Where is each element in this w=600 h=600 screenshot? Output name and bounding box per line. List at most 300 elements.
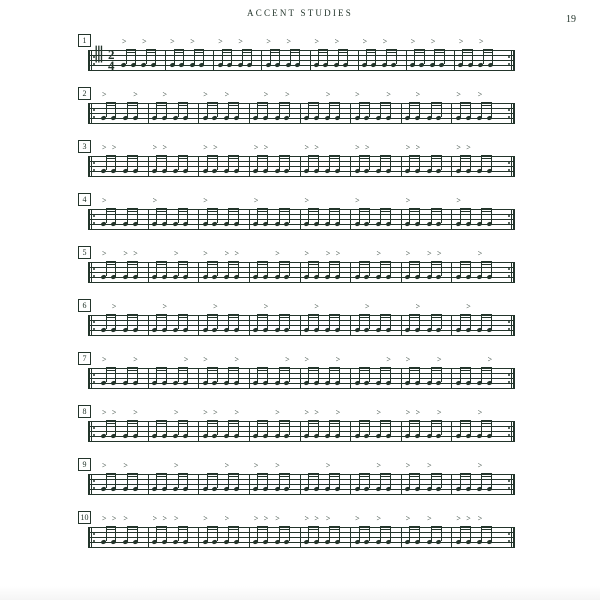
note-stem bbox=[329, 526, 330, 541]
note-head bbox=[354, 274, 360, 279]
note-stem bbox=[228, 102, 229, 117]
note-stem bbox=[106, 526, 107, 541]
note-stem bbox=[207, 367, 208, 382]
beam bbox=[481, 208, 491, 210]
note-head bbox=[161, 168, 167, 173]
accent-mark bbox=[416, 144, 421, 152]
note-stem bbox=[318, 155, 319, 170]
accent-mark bbox=[314, 515, 319, 523]
note-stem bbox=[308, 155, 309, 170]
beam-secondary bbox=[207, 317, 217, 318]
note-head bbox=[405, 539, 411, 544]
accent-mark bbox=[254, 144, 259, 152]
note-stem bbox=[380, 367, 381, 382]
note-stem bbox=[329, 261, 330, 276]
note-head bbox=[233, 274, 239, 279]
beam bbox=[481, 420, 491, 422]
beam bbox=[460, 208, 470, 210]
beam-secondary bbox=[329, 105, 339, 106]
accent-mark bbox=[234, 356, 239, 364]
note-stem bbox=[431, 473, 432, 488]
beam-secondary bbox=[106, 317, 116, 318]
note-stem bbox=[359, 261, 360, 276]
note-stem bbox=[380, 208, 381, 223]
note-head bbox=[477, 380, 483, 385]
beam bbox=[156, 367, 166, 369]
note-head bbox=[161, 274, 167, 279]
beam-secondary bbox=[156, 529, 166, 530]
barline bbox=[401, 474, 402, 495]
barline bbox=[300, 103, 301, 124]
barline bbox=[310, 50, 311, 71]
beam-secondary bbox=[156, 211, 166, 212]
note-stem bbox=[462, 49, 463, 64]
note-head bbox=[198, 62, 204, 67]
beam bbox=[156, 314, 166, 316]
note-stem bbox=[279, 367, 280, 382]
beam bbox=[106, 314, 116, 316]
note-stem bbox=[228, 473, 229, 488]
repeat-start-barline bbox=[88, 156, 93, 177]
note-head bbox=[224, 327, 230, 332]
beam-secondary bbox=[290, 52, 299, 53]
note-stem bbox=[441, 314, 442, 329]
note-head bbox=[152, 380, 158, 385]
barline bbox=[148, 421, 149, 442]
beam-secondary bbox=[207, 423, 217, 424]
barline bbox=[451, 315, 452, 336]
note-stem bbox=[380, 102, 381, 117]
accent-mark bbox=[466, 515, 471, 523]
note-stem bbox=[187, 314, 188, 329]
barline bbox=[358, 50, 359, 71]
staff bbox=[88, 43, 515, 73]
note-stem bbox=[137, 367, 138, 382]
beam-secondary bbox=[380, 476, 390, 477]
accent-mark bbox=[254, 197, 259, 205]
beam-secondary bbox=[279, 211, 289, 212]
beam bbox=[366, 49, 375, 51]
beam bbox=[409, 473, 419, 475]
note-head bbox=[263, 433, 269, 438]
note-stem bbox=[327, 49, 328, 64]
note-stem bbox=[460, 367, 461, 382]
note-stem bbox=[434, 49, 435, 64]
accent-mark bbox=[314, 409, 319, 417]
note-head bbox=[122, 539, 128, 544]
accent-mark bbox=[153, 197, 158, 205]
note-head bbox=[313, 327, 319, 332]
beam-secondary bbox=[228, 317, 238, 318]
beam-secondary bbox=[483, 52, 492, 53]
note-head bbox=[335, 168, 341, 173]
staff-line bbox=[88, 70, 515, 71]
note-head bbox=[189, 62, 195, 67]
accent-mark bbox=[174, 515, 179, 523]
beam-secondary bbox=[481, 158, 491, 159]
beam-secondary bbox=[156, 423, 166, 424]
beam bbox=[409, 208, 419, 210]
beam-secondary bbox=[380, 158, 390, 159]
note-stem bbox=[289, 526, 290, 541]
barline bbox=[249, 474, 250, 495]
barline bbox=[249, 527, 250, 548]
note-stem bbox=[228, 155, 229, 170]
note-stem bbox=[183, 49, 184, 64]
note-head bbox=[233, 168, 239, 173]
beam-secondary bbox=[127, 423, 137, 424]
accent-mark bbox=[406, 250, 411, 258]
note-stem bbox=[481, 155, 482, 170]
beam bbox=[127, 473, 137, 475]
beam-secondary bbox=[431, 317, 441, 318]
accent-mark bbox=[363, 38, 368, 46]
note-stem bbox=[238, 367, 239, 382]
note-head bbox=[224, 274, 230, 279]
note-stem bbox=[339, 261, 340, 276]
note-stem bbox=[481, 261, 482, 276]
note-stem bbox=[238, 261, 239, 276]
note-stem bbox=[441, 261, 442, 276]
note-stem bbox=[419, 473, 420, 488]
staff bbox=[88, 156, 515, 178]
note-head bbox=[375, 327, 381, 332]
note-stem bbox=[242, 49, 243, 64]
note-head bbox=[465, 380, 471, 385]
note-stem bbox=[257, 102, 258, 117]
barline bbox=[350, 315, 351, 336]
note-head bbox=[415, 221, 421, 226]
beam bbox=[178, 102, 188, 104]
note-stem bbox=[289, 314, 290, 329]
beam-secondary bbox=[409, 105, 419, 106]
repeat-start-barline bbox=[88, 421, 93, 442]
barline bbox=[198, 156, 199, 177]
note-head bbox=[152, 168, 158, 173]
barline bbox=[401, 262, 402, 283]
note-head bbox=[405, 168, 411, 173]
beam bbox=[279, 155, 289, 157]
note-stem bbox=[359, 102, 360, 117]
accent-mark bbox=[275, 462, 280, 470]
note-head bbox=[274, 327, 280, 332]
beam bbox=[359, 261, 369, 263]
beam-secondary bbox=[178, 264, 188, 265]
beam-secondary bbox=[156, 158, 166, 159]
note-stem bbox=[217, 314, 218, 329]
note-stem bbox=[481, 367, 482, 382]
beam-secondary bbox=[127, 211, 137, 212]
note-stem bbox=[318, 367, 319, 382]
beam bbox=[228, 261, 238, 263]
note-stem bbox=[194, 49, 195, 64]
beam bbox=[409, 261, 419, 263]
beam-secondary bbox=[481, 317, 491, 318]
beam bbox=[279, 261, 289, 263]
note-stem bbox=[127, 473, 128, 488]
note-head bbox=[405, 433, 411, 438]
note-head bbox=[161, 539, 167, 544]
accent-mark bbox=[427, 250, 432, 258]
music-system bbox=[0, 511, 600, 564]
note-stem bbox=[329, 155, 330, 170]
beam-secondary bbox=[359, 158, 369, 159]
accent-mark bbox=[377, 515, 382, 523]
note-stem bbox=[390, 155, 391, 170]
beam bbox=[386, 49, 395, 51]
note-head bbox=[263, 327, 269, 332]
barline bbox=[249, 156, 250, 177]
beam bbox=[481, 526, 491, 528]
accent-mark bbox=[153, 144, 158, 152]
beam-secondary bbox=[279, 105, 289, 106]
barline bbox=[454, 50, 455, 71]
note-stem bbox=[156, 526, 157, 541]
note-stem bbox=[472, 49, 473, 64]
note-head bbox=[354, 486, 360, 491]
note-stem bbox=[289, 420, 290, 435]
beam bbox=[290, 49, 299, 51]
accent-mark bbox=[478, 250, 483, 258]
beam-secondary bbox=[257, 529, 267, 530]
note-stem bbox=[207, 314, 208, 329]
barline bbox=[401, 315, 402, 336]
accent-mark bbox=[431, 38, 436, 46]
note-head bbox=[132, 539, 138, 544]
beam bbox=[106, 261, 116, 263]
beam bbox=[409, 314, 419, 316]
beam bbox=[257, 102, 267, 104]
barline bbox=[249, 262, 250, 283]
barline bbox=[300, 315, 301, 336]
beam-secondary bbox=[257, 317, 267, 318]
beam-secondary bbox=[178, 423, 188, 424]
note-head bbox=[487, 327, 493, 332]
beam bbox=[279, 367, 289, 369]
note-stem bbox=[217, 367, 218, 382]
repeat-start-barline bbox=[88, 209, 93, 230]
accent-mark bbox=[162, 303, 167, 311]
note-head bbox=[335, 327, 341, 332]
note-stem bbox=[267, 314, 268, 329]
note-head bbox=[385, 433, 391, 438]
barline bbox=[350, 262, 351, 283]
note-head bbox=[122, 380, 128, 385]
note-stem bbox=[460, 473, 461, 488]
accent-mark bbox=[225, 250, 230, 258]
accent-mark bbox=[213, 144, 218, 152]
note-head bbox=[247, 62, 253, 67]
accent-mark bbox=[314, 144, 319, 152]
beam-secondary bbox=[460, 423, 470, 424]
note-head bbox=[285, 62, 291, 67]
music-system bbox=[0, 193, 600, 246]
repeat-start-barline bbox=[88, 315, 93, 336]
note-stem bbox=[460, 208, 461, 223]
barline bbox=[401, 103, 402, 124]
note-stem bbox=[289, 473, 290, 488]
beam bbox=[359, 473, 369, 475]
accent-mark bbox=[102, 356, 107, 364]
note-head bbox=[263, 221, 269, 226]
note-stem bbox=[115, 155, 116, 170]
staff bbox=[88, 474, 515, 496]
note-head bbox=[303, 380, 309, 385]
note-stem bbox=[470, 526, 471, 541]
barline bbox=[198, 474, 199, 495]
beam bbox=[329, 208, 339, 210]
barline bbox=[451, 474, 452, 495]
beam-secondary bbox=[228, 158, 238, 159]
note-head bbox=[152, 221, 158, 226]
note-head bbox=[274, 433, 280, 438]
time-signature-numerator: 2 bbox=[108, 47, 115, 62]
note-head bbox=[233, 433, 239, 438]
note-head bbox=[274, 274, 280, 279]
note-stem bbox=[470, 367, 471, 382]
barline bbox=[148, 474, 149, 495]
beam-secondary bbox=[431, 529, 441, 530]
staff bbox=[88, 421, 515, 443]
repeat-end-barline bbox=[508, 156, 515, 177]
accent-mark bbox=[386, 91, 391, 99]
barline bbox=[350, 474, 351, 495]
beam bbox=[431, 261, 441, 263]
beam-secondary bbox=[156, 317, 166, 318]
accent-mark bbox=[377, 250, 382, 258]
barline bbox=[148, 209, 149, 230]
system-number-box: 6 bbox=[78, 299, 91, 312]
beam-secondary bbox=[207, 476, 217, 477]
barline bbox=[198, 368, 199, 389]
accent-mark bbox=[406, 144, 411, 152]
beam bbox=[178, 473, 188, 475]
note-head bbox=[122, 168, 128, 173]
beam bbox=[279, 314, 289, 316]
note-head bbox=[132, 274, 138, 279]
beam-secondary bbox=[431, 211, 441, 212]
accent-mark bbox=[153, 515, 158, 523]
note-stem bbox=[369, 367, 370, 382]
time-signature-denominator: 4 bbox=[108, 58, 115, 73]
note-stem bbox=[156, 261, 157, 276]
note-stem bbox=[217, 526, 218, 541]
note-stem bbox=[106, 314, 107, 329]
beam bbox=[127, 367, 137, 369]
system-number-box: 10 bbox=[78, 511, 91, 524]
system-number-box: 3 bbox=[78, 140, 91, 153]
accent-mark bbox=[406, 356, 411, 364]
note-head bbox=[152, 486, 158, 491]
note-head bbox=[274, 539, 280, 544]
music-system bbox=[0, 87, 600, 140]
beam bbox=[106, 473, 116, 475]
accent-mark bbox=[225, 515, 230, 523]
accent-mark bbox=[406, 409, 411, 417]
note-stem bbox=[289, 208, 290, 223]
note-stem bbox=[228, 526, 229, 541]
note-stem bbox=[431, 155, 432, 170]
note-head bbox=[354, 433, 360, 438]
barline bbox=[148, 368, 149, 389]
note-stem bbox=[329, 473, 330, 488]
note-stem bbox=[238, 526, 239, 541]
note-stem bbox=[380, 155, 381, 170]
note-stem bbox=[339, 420, 340, 435]
beam bbox=[380, 208, 390, 210]
accent-mark bbox=[305, 250, 310, 258]
beam bbox=[178, 208, 188, 210]
beam bbox=[127, 155, 137, 157]
beam bbox=[308, 367, 318, 369]
note-head bbox=[465, 221, 471, 226]
note-stem bbox=[187, 102, 188, 117]
note-stem bbox=[137, 155, 138, 170]
note-stem bbox=[339, 102, 340, 117]
accent-mark bbox=[264, 144, 269, 152]
bass-clef-icon: ⦀ bbox=[94, 43, 104, 68]
note-stem bbox=[127, 420, 128, 435]
beam bbox=[257, 261, 267, 263]
note-stem bbox=[366, 49, 367, 64]
repeat-start-barline bbox=[88, 527, 93, 548]
note-head bbox=[161, 486, 167, 491]
beam bbox=[106, 526, 116, 528]
beam bbox=[106, 208, 116, 210]
beam bbox=[127, 261, 137, 263]
accent-mark bbox=[133, 91, 138, 99]
note-head bbox=[313, 221, 319, 226]
beam-secondary bbox=[460, 370, 470, 371]
note-head bbox=[455, 380, 461, 385]
note-stem bbox=[460, 155, 461, 170]
note-head bbox=[362, 62, 368, 67]
beam bbox=[359, 420, 369, 422]
note-stem bbox=[481, 526, 482, 541]
accent-mark bbox=[133, 356, 138, 364]
note-head bbox=[224, 539, 230, 544]
beam-secondary bbox=[279, 264, 289, 265]
note-stem bbox=[137, 420, 138, 435]
note-stem bbox=[289, 367, 290, 382]
note-head bbox=[426, 221, 432, 226]
note-stem bbox=[156, 473, 157, 488]
note-stem bbox=[359, 367, 360, 382]
note-head bbox=[465, 433, 471, 438]
note-stem bbox=[470, 208, 471, 223]
note-stem bbox=[441, 420, 442, 435]
beam-secondary bbox=[257, 370, 267, 371]
note-stem bbox=[441, 526, 442, 541]
note-stem bbox=[238, 473, 239, 488]
accent-mark bbox=[213, 303, 218, 311]
note-stem bbox=[308, 208, 309, 223]
barline bbox=[401, 368, 402, 389]
note-stem bbox=[470, 420, 471, 435]
beam-secondary bbox=[386, 52, 395, 53]
beam-secondary bbox=[359, 529, 369, 530]
note-head bbox=[217, 62, 223, 67]
note-head bbox=[385, 327, 391, 332]
note-stem bbox=[106, 102, 107, 117]
note-head bbox=[410, 62, 416, 67]
repeat-end-barline bbox=[508, 209, 515, 230]
note-stem bbox=[178, 208, 179, 223]
note-stem bbox=[460, 420, 461, 435]
beam bbox=[414, 49, 423, 51]
note-head bbox=[132, 486, 138, 491]
beam bbox=[228, 526, 238, 528]
